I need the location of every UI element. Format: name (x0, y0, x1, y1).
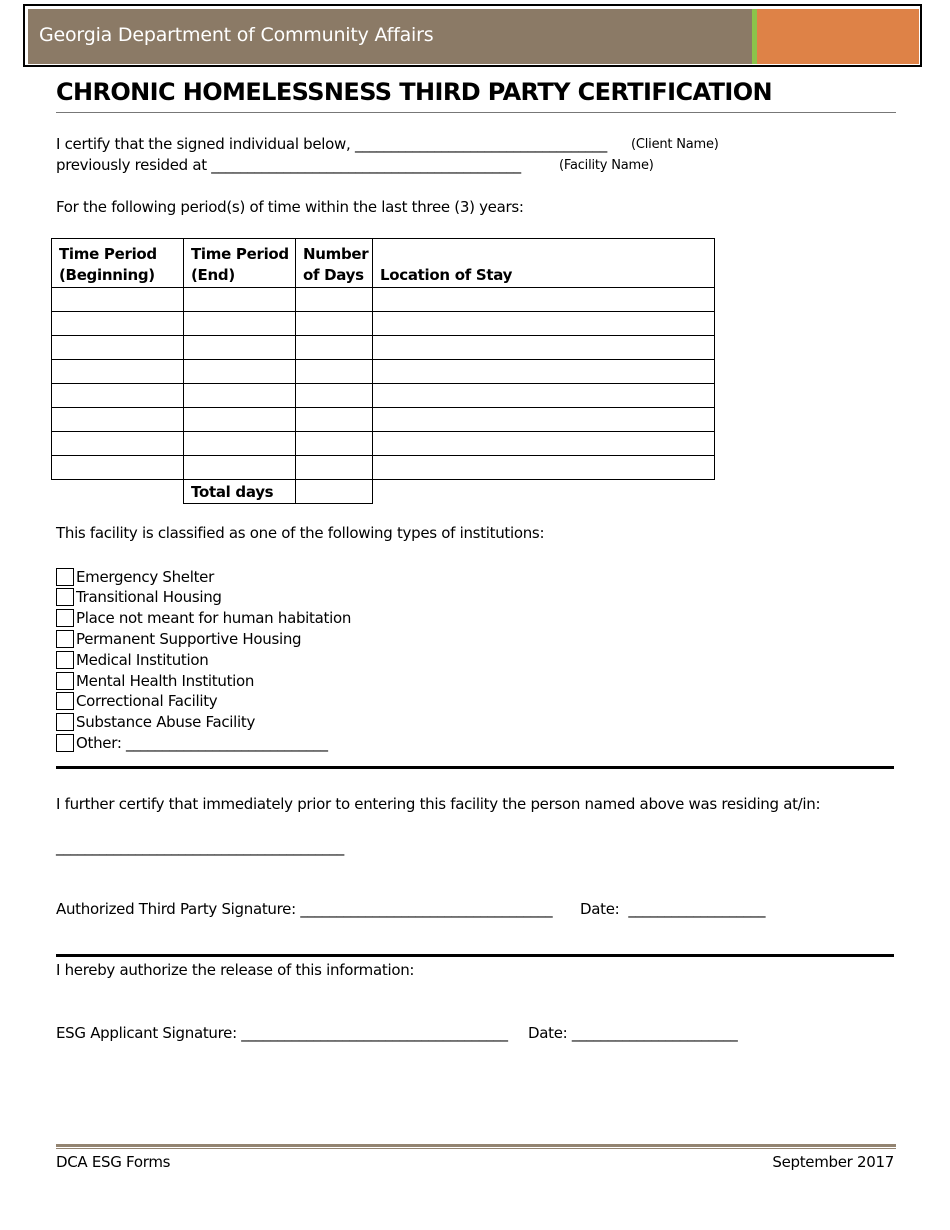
institution-option[interactable] (56, 712, 255, 733)
periods-table (51, 238, 715, 504)
days-cell[interactable] (296, 336, 373, 360)
location-cell[interactable] (373, 456, 715, 480)
checkbox[interactable] (56, 630, 74, 648)
checkbox[interactable] (56, 692, 74, 710)
release-statement: I hereby authorize the release of this information: (56, 961, 415, 979)
table-row (52, 432, 715, 456)
table-row (52, 384, 715, 408)
institution-option-label: Permanent Supportive Housing (76, 629, 302, 648)
location-cell[interactable] (373, 384, 715, 408)
period-beginning-cell[interactable] (52, 360, 184, 384)
total-days-cell[interactable] (296, 480, 373, 504)
institution-option-label: Mental Health Institution (76, 671, 255, 690)
checkbox[interactable] (56, 713, 74, 731)
period-end-cell[interactable] (184, 336, 296, 360)
location-cell[interactable] (373, 312, 715, 336)
institution-option[interactable] (56, 566, 214, 587)
table-row (52, 360, 715, 384)
period-beginning-cell[interactable] (52, 408, 184, 432)
institution-option[interactable] (56, 691, 217, 712)
footer-divider (56, 1144, 896, 1147)
days-cell[interactable] (296, 312, 373, 336)
third-party-date-field[interactable]: Date: ___________________ (580, 900, 766, 918)
table-row (52, 408, 715, 432)
column-header-days: Number of Days (296, 239, 373, 288)
table-header-row (52, 239, 715, 288)
period-end-cell[interactable] (184, 456, 296, 480)
section-divider (56, 954, 894, 957)
period-end-cell[interactable] (184, 312, 296, 336)
column-header-location: Location of Stay (373, 239, 715, 288)
institution-option-label: Other: ____________________________ (76, 733, 328, 752)
institution-option-label: Place not meant for human habitation (76, 609, 352, 628)
periods-intro: For the following period(s) of time within the last three (3) years: (56, 198, 524, 216)
location-cell[interactable] (373, 432, 715, 456)
table-row (52, 456, 715, 480)
section-divider (56, 766, 894, 769)
institution-option[interactable] (56, 732, 328, 753)
institution-option-label: Transitional Housing (76, 588, 222, 607)
footer-right-text: September 2017 (772, 1153, 894, 1171)
location-cell[interactable] (373, 288, 715, 312)
institution-option[interactable] (56, 649, 208, 670)
period-end-cell[interactable] (184, 360, 296, 384)
institution-option-label: Medical Institution (76, 650, 209, 669)
header-banner-orange-panel (757, 9, 919, 64)
prior-residence-statement: I further certify that immediately prior to entering this facility the person named above was residing at/in: (56, 795, 821, 813)
table-row (52, 312, 715, 336)
period-beginning-cell[interactable] (52, 456, 184, 480)
total-days-label: Total days (184, 480, 296, 504)
location-cell[interactable] (373, 336, 715, 360)
period-end-cell[interactable] (184, 288, 296, 312)
facility-name-line[interactable]: previously resided at ___________________________________________ (56, 156, 521, 174)
client-name-hint: (Client Name) (631, 137, 719, 152)
period-beginning-cell[interactable] (52, 336, 184, 360)
facility-name-hint: (Facility Name) (559, 158, 654, 173)
location-cell[interactable] (373, 360, 715, 384)
period-beginning-cell[interactable] (52, 384, 184, 408)
days-cell[interactable] (296, 456, 373, 480)
page-title: CHRONIC HOMELESSNESS THIRD PARTY CERTIFICATION (56, 78, 773, 106)
institution-option[interactable] (56, 587, 222, 608)
applicant-signature-field[interactable]: ESG Applicant Signature: _____________________________________ (56, 1024, 508, 1042)
institution-option[interactable] (56, 608, 351, 629)
location-cell[interactable] (373, 408, 715, 432)
institutions-intro: This facility is classified as one of the following types of institutions: (56, 524, 545, 542)
organization-name: Georgia Department of Community Affairs (39, 24, 434, 46)
period-end-cell[interactable] (184, 408, 296, 432)
table-total-row (52, 480, 715, 504)
days-cell[interactable] (296, 384, 373, 408)
checkbox[interactable] (56, 588, 74, 606)
footer-left-text: DCA ESG Forms (56, 1153, 171, 1171)
days-cell[interactable] (296, 432, 373, 456)
period-beginning-cell[interactable] (52, 288, 184, 312)
column-header-end: Time Period (End) (184, 239, 296, 288)
days-cell[interactable] (296, 408, 373, 432)
applicant-date-field[interactable]: Date: _______________________ (528, 1024, 738, 1042)
institution-option[interactable] (56, 670, 254, 691)
days-cell[interactable] (296, 288, 373, 312)
third-party-signature-field[interactable]: Authorized Third Party Signature: ___________________________________ (56, 900, 553, 918)
period-beginning-cell[interactable] (52, 432, 184, 456)
checkbox[interactable] (56, 609, 74, 627)
institution-option-label: Substance Abuse Facility (76, 713, 256, 732)
footer-divider-thin (56, 1148, 896, 1149)
checkbox[interactable] (56, 651, 74, 669)
period-beginning-cell[interactable] (52, 312, 184, 336)
prior-residence-field[interactable]: ________________________________________ (56, 838, 345, 856)
period-end-cell[interactable] (184, 432, 296, 456)
column-header-beginning: Time Period (Beginning) (52, 239, 184, 288)
table-row (52, 336, 715, 360)
checkbox[interactable] (56, 672, 74, 690)
client-name-line[interactable]: I certify that the signed individual below, ___________________________________ (56, 135, 607, 153)
period-end-cell[interactable] (184, 384, 296, 408)
title-divider (56, 112, 896, 113)
checkbox[interactable] (56, 568, 74, 586)
table-row (52, 288, 715, 312)
institution-option[interactable] (56, 628, 301, 649)
institution-option-label: Correctional Facility (76, 692, 218, 711)
days-cell[interactable] (296, 360, 373, 384)
checkbox[interactable] (56, 734, 74, 752)
institution-option-label: Emergency Shelter (76, 567, 214, 586)
